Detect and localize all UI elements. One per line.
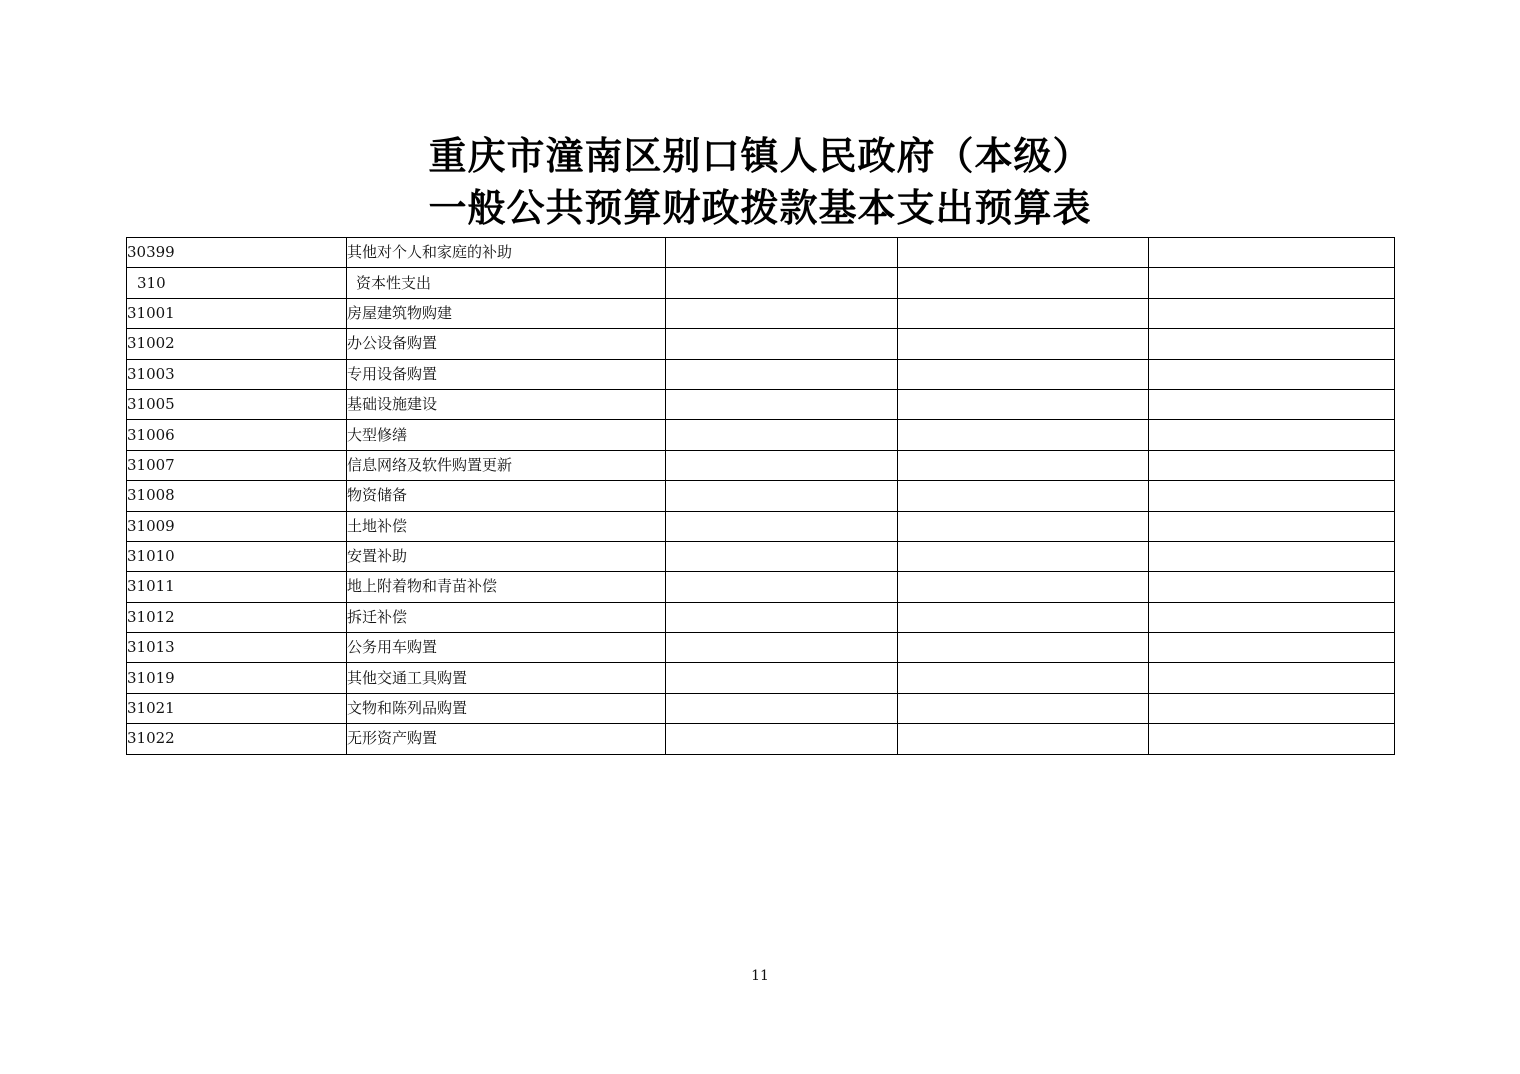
account-name-cell: 无形资产购置 xyxy=(347,724,666,754)
total-amount-cell xyxy=(666,359,898,389)
personnel-amount-cell xyxy=(898,541,1149,571)
personnel-amount-cell xyxy=(898,389,1149,419)
public-amount-cell xyxy=(1149,693,1395,723)
table-row xyxy=(127,420,1395,450)
total-amount-cell xyxy=(666,724,898,754)
public-amount-cell xyxy=(1149,359,1395,389)
table-row xyxy=(127,663,1395,693)
account-name-cell: 办公设备购置 xyxy=(347,329,666,359)
public-amount-cell xyxy=(1149,389,1395,419)
personnel-amount-cell xyxy=(898,724,1149,754)
account-code-cell: 31010 xyxy=(127,541,347,571)
public-amount-cell xyxy=(1149,633,1395,663)
account-name-cell: 专用设备购置 xyxy=(347,359,666,389)
table-row xyxy=(127,359,1395,389)
table-row xyxy=(127,693,1395,723)
account-code-cell: 31022 xyxy=(127,724,347,754)
personnel-amount-cell xyxy=(898,511,1149,541)
public-amount-cell xyxy=(1149,511,1395,541)
total-amount-cell xyxy=(666,298,898,328)
account-code-cell: 31012 xyxy=(127,602,347,632)
public-amount-cell xyxy=(1149,238,1395,268)
total-amount-cell xyxy=(666,420,898,450)
account-code-cell: 31003 xyxy=(127,359,347,389)
table-row xyxy=(127,541,1395,571)
public-amount-cell xyxy=(1149,450,1395,480)
personnel-amount-cell xyxy=(898,298,1149,328)
personnel-amount-cell xyxy=(898,602,1149,632)
personnel-amount-cell xyxy=(898,572,1149,602)
account-code-cell: 31019 xyxy=(127,663,347,693)
account-code-cell: 31011 xyxy=(127,572,347,602)
account-name-cell: 其他对个人和家庭的补助 xyxy=(347,238,666,268)
public-amount-cell xyxy=(1149,663,1395,693)
personnel-amount-cell xyxy=(898,481,1149,511)
account-code-cell: 310 xyxy=(127,268,347,298)
total-amount-cell xyxy=(666,693,898,723)
total-amount-cell xyxy=(666,633,898,663)
account-name-cell: 资本性支出 xyxy=(347,268,666,298)
table-row xyxy=(127,633,1395,663)
personnel-amount-cell xyxy=(898,268,1149,298)
account-code-cell: 31007 xyxy=(127,450,347,480)
personnel-amount-cell xyxy=(898,238,1149,268)
public-amount-cell xyxy=(1149,268,1395,298)
personnel-amount-cell xyxy=(898,450,1149,480)
table-row xyxy=(127,572,1395,602)
table-row xyxy=(127,511,1395,541)
account-code-cell: 30399 xyxy=(127,238,347,268)
account-code-cell: 31002 xyxy=(127,329,347,359)
personnel-amount-cell xyxy=(898,329,1149,359)
total-amount-cell xyxy=(666,329,898,359)
account-code-cell: 31008 xyxy=(127,481,347,511)
personnel-amount-cell xyxy=(898,420,1149,450)
public-amount-cell xyxy=(1149,572,1395,602)
total-amount-cell xyxy=(666,238,898,268)
account-name-cell: 基础设施建设 xyxy=(347,389,666,419)
page-title-line-1: 重庆市潼南区别口镇人民政府（本级） xyxy=(428,133,1092,178)
budget-table xyxy=(126,237,1395,755)
public-amount-cell xyxy=(1149,329,1395,359)
personnel-amount-cell xyxy=(898,359,1149,389)
public-amount-cell xyxy=(1149,420,1395,450)
total-amount-cell xyxy=(666,663,898,693)
account-name-cell: 大型修缮 xyxy=(347,420,666,450)
public-amount-cell xyxy=(1149,298,1395,328)
table-row xyxy=(127,238,1395,268)
account-name-cell: 信息网络及软件购置更新 xyxy=(347,450,666,480)
account-code-cell: 31009 xyxy=(127,511,347,541)
account-code-cell: 31021 xyxy=(127,693,347,723)
table-row xyxy=(127,268,1395,298)
table-row xyxy=(127,389,1395,419)
table-row xyxy=(127,602,1395,632)
account-name-cell: 安置补助 xyxy=(347,541,666,571)
account-name-cell: 房屋建筑物购建 xyxy=(347,298,666,328)
page-title-line-2: 一般公共预算财政拨款基本支出预算表 xyxy=(428,185,1092,230)
total-amount-cell xyxy=(666,602,898,632)
total-amount-cell xyxy=(666,389,898,419)
table-row xyxy=(127,298,1395,328)
total-amount-cell xyxy=(666,268,898,298)
table-row xyxy=(127,724,1395,754)
account-code-cell: 31006 xyxy=(127,420,347,450)
page-number: 11 xyxy=(751,968,769,984)
budget-table-body xyxy=(127,238,1395,755)
total-amount-cell xyxy=(666,511,898,541)
personnel-amount-cell xyxy=(898,633,1149,663)
table-row xyxy=(127,329,1395,359)
account-name-cell: 地上附着物和青苗补偿 xyxy=(347,572,666,602)
personnel-amount-cell xyxy=(898,663,1149,693)
total-amount-cell xyxy=(666,450,898,480)
public-amount-cell xyxy=(1149,481,1395,511)
account-name-cell: 公务用车购置 xyxy=(347,633,666,663)
account-name-cell: 物资储备 xyxy=(347,481,666,511)
personnel-amount-cell xyxy=(898,693,1149,723)
public-amount-cell xyxy=(1149,602,1395,632)
account-name-cell: 其他交通工具购置 xyxy=(347,663,666,693)
total-amount-cell xyxy=(666,572,898,602)
account-code-cell: 31005 xyxy=(127,389,347,419)
account-name-cell: 文物和陈列品购置 xyxy=(347,693,666,723)
account-name-cell: 土地补偿 xyxy=(347,511,666,541)
public-amount-cell xyxy=(1149,541,1395,571)
table-row xyxy=(127,481,1395,511)
public-amount-cell xyxy=(1149,724,1395,754)
account-code-cell: 31001 xyxy=(127,298,347,328)
table-row xyxy=(127,450,1395,480)
total-amount-cell xyxy=(666,481,898,511)
account-code-cell: 31013 xyxy=(127,633,347,663)
total-amount-cell xyxy=(666,541,898,571)
account-name-cell: 拆迁补偿 xyxy=(347,602,666,632)
